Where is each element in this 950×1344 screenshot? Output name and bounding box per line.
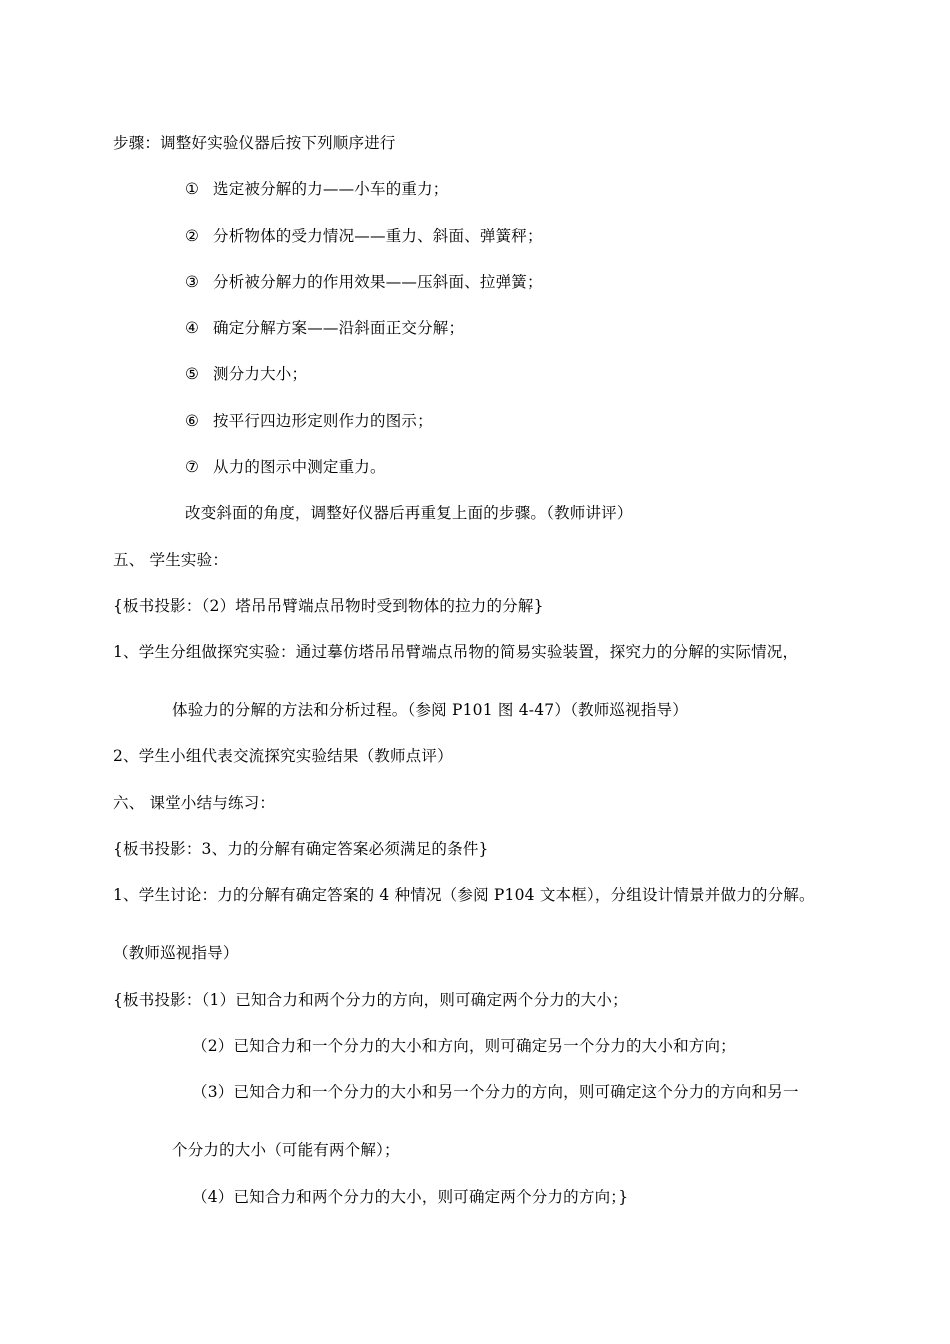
step-text: 分析物体的受力情况——重力、斜面、弹簧秤；	[213, 227, 543, 245]
section-5-item-1-cont: 体验力的分解的方法和分析过程。（参阅 P101 图 4-47）（教师巡视指导）	[172, 701, 688, 719]
section-5-board: {板书投影：（2）塔吊吊臂端点吊物时受到物体的拉力的分解}	[113, 597, 544, 615]
step-item-6	[185, 411, 433, 431]
change-note: 改变斜面的角度，调整好仪器后再重复上面的步骤。（教师讲评）	[185, 504, 633, 522]
section-6-item-1-note: （教师巡视指导）	[113, 944, 239, 962]
section-6-title: 六、 课堂小结与练习：	[113, 794, 276, 812]
step-text: 按平行四边形定则作力的图示；	[213, 412, 433, 430]
section-6-item-1: 1、学生讨论：力的分解有确定答案的 4 种情况（参阅 P104 文本框），分组设计情景并做力的分解。	[113, 886, 815, 904]
step-number: ⑥	[185, 412, 200, 430]
step-number: ③	[185, 273, 200, 291]
step-item-4	[185, 318, 464, 338]
steps-intro: 步骤：调整好实验仪器后按下列顺序进行	[113, 134, 396, 152]
step-text: 测分力大小；	[213, 365, 308, 383]
condition-3-cont: 个分力的大小（可能有两个解）；	[172, 1141, 400, 1159]
step-item-2	[185, 226, 543, 246]
step-text: 从力的图示中测定重力。	[213, 458, 386, 476]
section-5-item-1: 1、学生分组做探究实验：通过摹仿塔吊吊臂端点吊物的简易实验装置，探究力的分解的实际情况，	[113, 643, 799, 661]
step-item-7	[185, 457, 386, 477]
conditions-board: {板书投影：（1）已知合力和两个分力的方向，则可确定两个分力的大小；	[113, 991, 628, 1009]
condition-2: （2）已知合力和一个分力的大小和方向，则可确定另一个分力的大小和方向；	[192, 1037, 736, 1055]
step-number: ④	[185, 319, 200, 337]
step-number: ⑦	[185, 458, 200, 476]
section-5-item-2: 2、学生小组代表交流探究实验结果（教师点评）	[113, 747, 453, 765]
condition-4: （4）已知合力和两个分力的大小，则可确定两个分力的方向；}	[192, 1188, 629, 1206]
condition-3: （3）已知合力和一个分力的大小和另一个分力的方向，则可确定这个分力的方向和另一	[192, 1083, 799, 1101]
step-text: 确定分解方案——沿斜面正交分解；	[213, 319, 465, 337]
section-5-title: 五、 学生实验：	[113, 551, 229, 569]
section-6-board: {板书投影：3、力的分解有确定答案必须满足的条件}	[113, 840, 489, 858]
step-item-5	[185, 364, 307, 384]
step-number: ①	[185, 180, 200, 198]
step-text: 分析被分解力的作用效果——压斜面、拉弹簧；	[213, 273, 543, 291]
step-number: ②	[185, 227, 200, 245]
step-item-3	[185, 272, 543, 292]
step-text: 选定被分解的力——小车的重力；	[213, 180, 449, 198]
step-number: ⑤	[185, 365, 200, 383]
step-item-1	[185, 179, 449, 199]
